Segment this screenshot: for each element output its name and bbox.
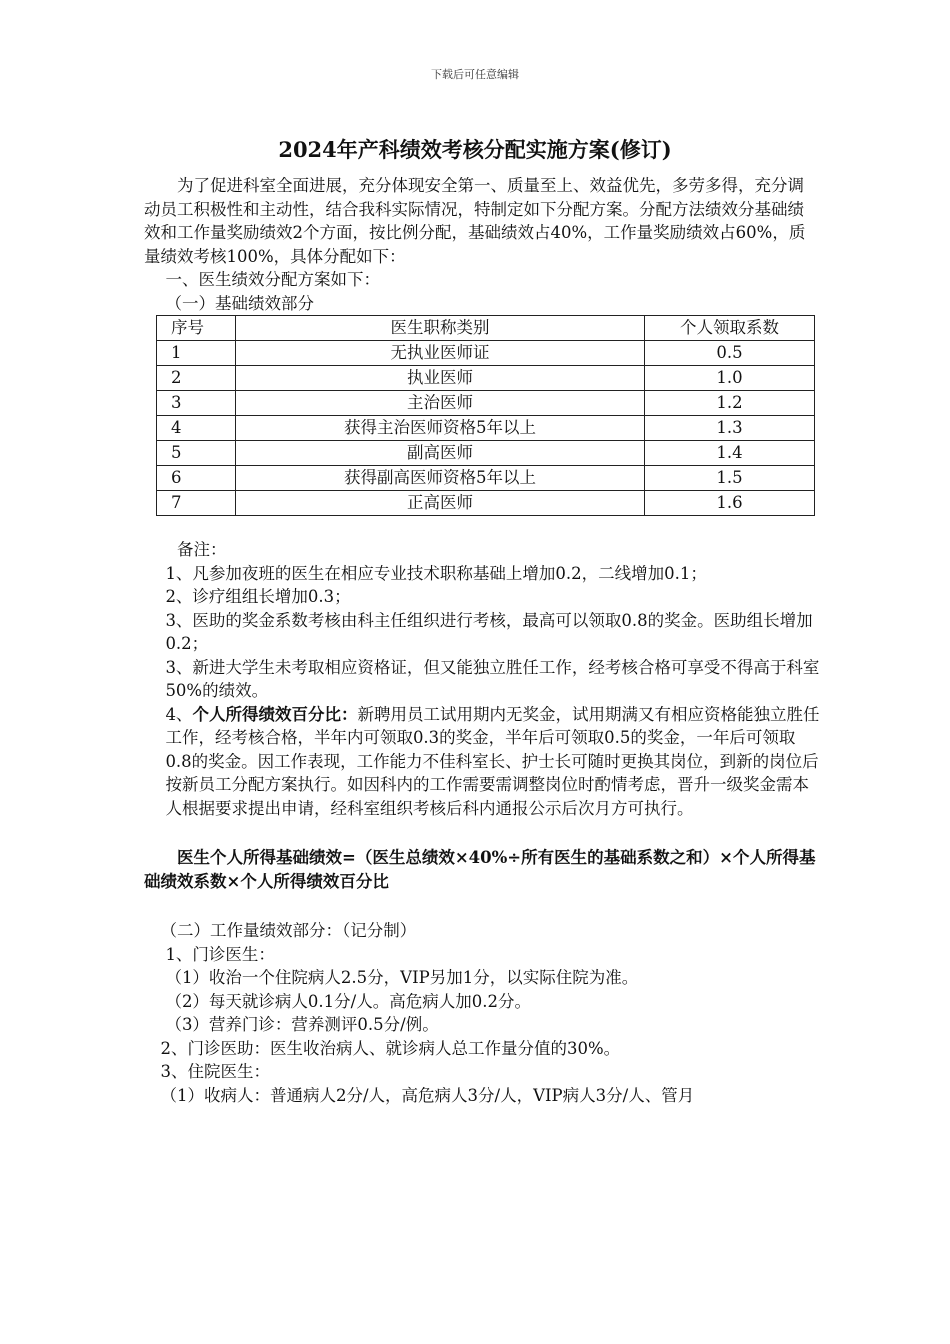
table-cell: 主治医师 (236, 391, 645, 416)
document-body (144, 174, 820, 1107)
table-cell: 执业医师 (236, 366, 645, 391)
table-cell: 获得主治医师资格5年以上 (236, 416, 645, 441)
document-title: 2024年产科绩效考核分配实施方案(修订) (278, 137, 672, 162)
work-item: 1、门诊医生： (165, 944, 275, 964)
section-heading-1: 一、医生绩效分配方案如下： (165, 270, 380, 289)
table-cell: 3 (157, 391, 236, 416)
subsection-heading-1: （一）基础绩效部分 (165, 293, 314, 313)
note4-bold-label: 个人所得绩效百分比： (192, 704, 358, 724)
table-cell: 1.6 (645, 491, 815, 516)
note-item-4 (144, 703, 820, 821)
table-cell: 获得副高医师资格5年以上 (236, 466, 645, 491)
table-cell: 6 (157, 466, 236, 491)
table-cell: 1 (157, 341, 236, 366)
work-item: 3、住院医生： (160, 1062, 270, 1081)
work-item: （2）每天就诊病人0.1分/人。高危病人加0.2分。 (165, 991, 531, 1011)
table-row (157, 441, 815, 466)
table-cell: 1.0 (645, 366, 815, 391)
table-cell: 1.4 (645, 441, 815, 466)
table-cell: 5 (157, 441, 236, 466)
table-header-cell: 医生职称类别 (236, 316, 645, 341)
table-cell: 1.5 (645, 466, 815, 491)
table-header-cell: 序号 (157, 316, 236, 341)
table-cell: 0.5 (645, 341, 815, 366)
table-cell: 正高医师 (236, 491, 645, 516)
work-item: （1）收治一个住院病人2.5分，VIP另加1分，以实际住院为准。 (165, 968, 639, 987)
note-item: 3、新进大学生未考取相应资格证，但又能独立胜任工作，经考核合格可享受不得高于科室50%的绩效。 (165, 657, 820, 700)
note-item: 1、凡参加夜班的医生在相应专业技术职称基础上增加0.2，二线增加0.1； (165, 563, 707, 583)
work-item: （3）营养门诊：营养测评0.5分/例。 (165, 1015, 439, 1034)
note-item: 2、诊疗组组长增加0.3； (165, 587, 351, 606)
note4-text: 新聘用员工试用期内无奖金，试用期满又有相应资格能独立胜任工作，经考核合格，半年内可领取0.3的奖金，半年后可领取0.5的奖金，一年后可领取0.8的奖金。因工作表现，工作能力不佳科室长、护士长可随时更换其岗位，到新的岗位后按新员工分配方案执行。如因科内的工作需要需调整岗位时酌情考虑，晋升一级奖金需本人根据要求提出申请，经科室组织考核后科内通报公示后次月方可执行。 (165, 704, 820, 818)
table-row (157, 491, 815, 516)
coefficient-table (156, 315, 815, 516)
table-cell: 1.2 (645, 391, 815, 416)
notes-label: 备注： (177, 540, 227, 559)
work-item: 2、门诊医助：医生收治病人、就诊病人总工作量分值的30%。 (160, 1038, 621, 1058)
header-note: 下载后可任意编辑 (431, 68, 519, 81)
table-cell: 2 (157, 366, 236, 391)
table-row (157, 366, 815, 391)
table-row (157, 391, 815, 416)
table-cell: 4 (157, 416, 236, 441)
table-cell: 副高医师 (236, 441, 645, 466)
table-cell: 1.3 (645, 416, 815, 441)
table-header-cell: 个人领取系数 (645, 316, 815, 341)
note-item: 3、医助的奖金系数考核由科主任组织进行考核，最高可以领取0.8的奖金。医助组长增加0.2； (165, 610, 813, 653)
table-row (157, 466, 815, 491)
work-item: （1）收病人：普通病人2分/人，高危病人3分/人，VIP病人3分/人、管月 (160, 1085, 695, 1105)
intro-paragraph: 为了促进科室全面进展，充分体现安全第一、质量至上、效益优先，多劳多得，充分调动员工积极性和主动性，结合我科实际情况，特制定如下分配方案。分配方法绩效分基础绩效和工作量奖励绩效2个方面，按比例分配，基础绩效占40%，工作量奖励绩效占60%，质量绩效考核100%，具体分配如下： (144, 176, 806, 266)
note4-prefix: 4、 (165, 704, 193, 724)
table-header-row (157, 316, 815, 341)
table-cell: 7 (157, 491, 236, 516)
table-row (157, 341, 815, 366)
subsection-heading-2: （二）工作量绩效部分：（记分制） (160, 921, 417, 940)
table-row (157, 416, 815, 441)
table-cell: 无执业医师证 (236, 341, 645, 366)
formula: 医生个人所得基础绩效=（医生总绩效×40%÷所有医生的基础系数之和）×个人所得基础绩效系数×个人所得绩效百分比 (144, 848, 816, 891)
